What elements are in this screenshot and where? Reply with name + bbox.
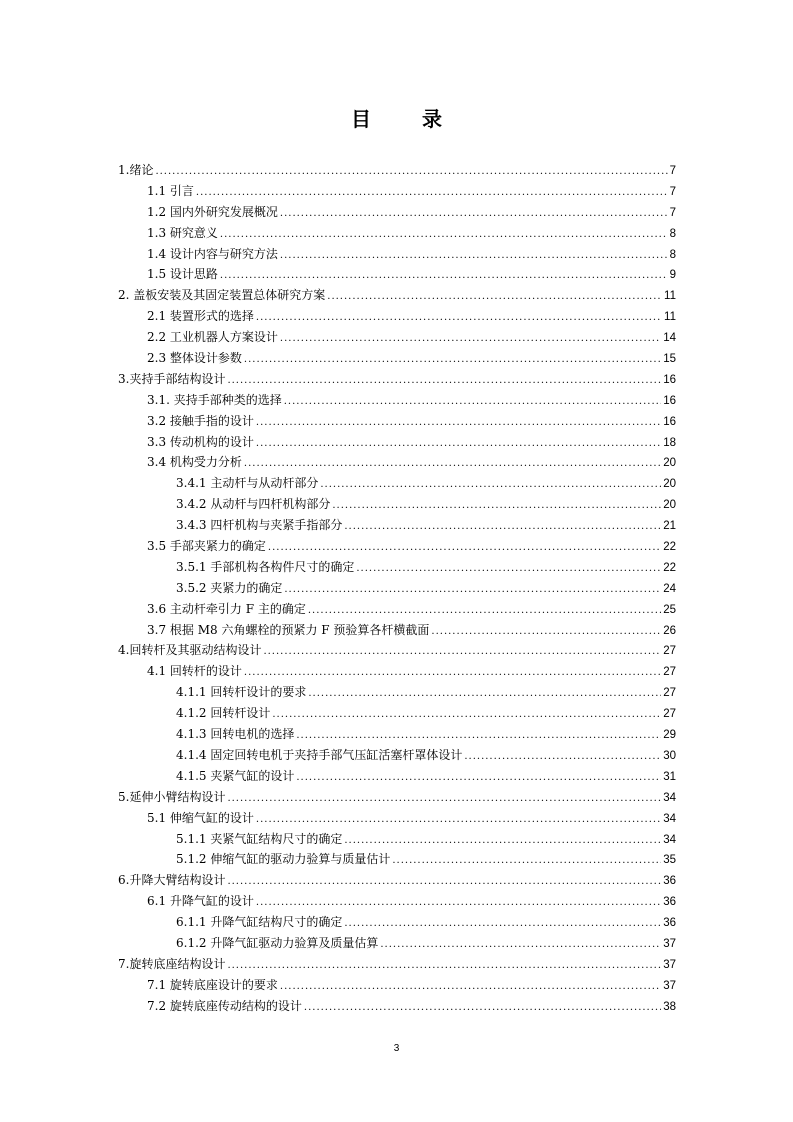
toc-entry-page-number: 37 bbox=[663, 958, 676, 971]
toc-entry[interactable] bbox=[118, 870, 676, 891]
toc-entry[interactable] bbox=[118, 787, 676, 808]
toc-dot-leader bbox=[308, 684, 661, 703]
toc-dot-leader bbox=[256, 413, 661, 432]
toc-entry[interactable] bbox=[118, 327, 676, 348]
toc-entry-page-number: 7 bbox=[669, 185, 676, 198]
toc-entry-page-number: 27 bbox=[663, 645, 676, 658]
toc-entry-page-number: 21 bbox=[663, 520, 676, 533]
toc-entry[interactable] bbox=[118, 348, 676, 369]
toc-entry-page-number: 15 bbox=[663, 353, 676, 366]
toc-dot-leader bbox=[344, 831, 661, 850]
toc-entry[interactable] bbox=[118, 473, 676, 494]
table-of-contents bbox=[118, 160, 676, 1017]
toc-dot-leader bbox=[304, 998, 661, 1017]
toc-entry-page-number: 24 bbox=[663, 582, 676, 595]
toc-entry-title: 6.1 升降气缸的设计 bbox=[147, 894, 254, 909]
toc-entry-title: 1.2 国内外研究发展概况 bbox=[147, 204, 278, 219]
toc-entry[interactable] bbox=[118, 285, 676, 306]
toc-entry[interactable] bbox=[118, 808, 676, 829]
toc-entry[interactable] bbox=[118, 578, 676, 599]
toc-entry[interactable] bbox=[118, 933, 676, 954]
toc-dot-leader bbox=[296, 768, 661, 787]
toc-dot-leader bbox=[256, 308, 662, 327]
toc-entry-title: 3.6 主动杆牵引力 F 主的确定 bbox=[147, 601, 306, 616]
toc-entry-page-number: 25 bbox=[663, 603, 676, 616]
toc-entry[interactable] bbox=[118, 912, 676, 933]
toc-entry-title: 3.夹持手部结构设计 bbox=[118, 371, 226, 386]
toc-entry-page-number: 20 bbox=[663, 457, 676, 470]
toc-dot-leader bbox=[308, 601, 661, 620]
toc-entry-page-number: 22 bbox=[663, 561, 676, 574]
toc-entry-title: 3.1. 夹持手部种类的选择 bbox=[147, 392, 282, 407]
toc-entry-page-number: 11 bbox=[664, 311, 676, 324]
toc-entry-page-number: 31 bbox=[663, 770, 676, 783]
toc-dot-leader bbox=[284, 392, 661, 411]
toc-entry-title: 1.绪论 bbox=[118, 163, 154, 177]
toc-entry[interactable] bbox=[118, 954, 676, 975]
toc-dot-leader bbox=[327, 287, 662, 306]
toc-entry[interactable] bbox=[118, 452, 676, 473]
toc-entry-title: 6.1.1 升降气缸结构尺寸的确定 bbox=[176, 915, 343, 930]
toc-entry-title: 1.1 引言 bbox=[147, 183, 194, 198]
toc-dot-leader bbox=[244, 350, 661, 369]
toc-entry-title: 6.1.2 升降气缸驱动力验算及质量估算 bbox=[176, 935, 379, 950]
toc-entry-title: 3.4.3 四杆机构与夹紧手指部分 bbox=[176, 518, 343, 533]
toc-entry-title: 7.1 旋转底座设计的要求 bbox=[147, 977, 278, 992]
toc-entry-page-number: 27 bbox=[663, 708, 676, 721]
toc-entry-title: 1.3 研究意义 bbox=[147, 225, 218, 240]
toc-entry-title: 1.4 设计内容与研究方法 bbox=[147, 246, 278, 261]
toc-entry-page-number: 27 bbox=[663, 687, 676, 700]
toc-dot-leader bbox=[227, 789, 661, 808]
page-title: 目 录 bbox=[351, 107, 464, 131]
toc-entry-page-number: 20 bbox=[663, 478, 676, 491]
toc-dot-leader bbox=[344, 517, 661, 536]
toc-entry-page-number: 11 bbox=[664, 290, 676, 303]
toc-entry[interactable] bbox=[118, 703, 676, 724]
toc-entry-title: 4.1.3 回转电机的选择 bbox=[176, 727, 295, 742]
toc-dot-leader bbox=[155, 162, 667, 181]
toc-entry-title: 2.1 装置形式的选择 bbox=[147, 309, 254, 324]
toc-entry[interactable] bbox=[118, 745, 676, 766]
toc-dot-leader bbox=[256, 810, 661, 829]
toc-entry-title: 3.5.2 夹紧力的确定 bbox=[176, 580, 283, 595]
toc-entry-page-number: 7 bbox=[669, 206, 676, 219]
toc-dot-leader bbox=[227, 872, 661, 891]
toc-entry-page-number: 30 bbox=[663, 749, 676, 762]
toc-dot-leader bbox=[263, 642, 661, 661]
toc-entry[interactable] bbox=[118, 661, 676, 682]
toc-entry-title: 2. 盖板安装及其固定装置总体研究方案 bbox=[118, 288, 326, 303]
toc-entry-title: 3.4.1 主动杆与从动杆部分 bbox=[176, 476, 319, 491]
toc-entry[interactable] bbox=[118, 181, 676, 202]
toc-entry-page-number: 18 bbox=[663, 436, 676, 449]
toc-dot-leader bbox=[344, 914, 661, 933]
toc-entry-title: 4.1.1 回转杆设计的要求 bbox=[176, 685, 307, 700]
toc-dot-leader bbox=[280, 977, 661, 996]
toc-entry[interactable] bbox=[118, 369, 676, 390]
page-number: 3 bbox=[393, 1043, 400, 1054]
toc-entry-title: 3.7 根据 M8 六角螺栓的预紧力 F 预验算各杆横截面 bbox=[147, 622, 430, 637]
toc-entry[interactable] bbox=[118, 975, 676, 996]
toc-entry-title: 3.5 手部夹紧力的确定 bbox=[147, 539, 266, 554]
toc-dot-leader bbox=[464, 747, 661, 766]
toc-entry-page-number: 8 bbox=[669, 227, 676, 240]
toc-dot-leader bbox=[227, 371, 661, 390]
toc-entry[interactable] bbox=[118, 202, 676, 223]
toc-entry-title: 4.1.4 固定回转电机于夹持手部气压缸活塞杆罩体设计 bbox=[176, 747, 463, 762]
toc-dot-leader bbox=[244, 454, 661, 473]
toc-entry-title: 3.2 接触手指的设计 bbox=[147, 413, 254, 428]
toc-entry[interactable] bbox=[118, 223, 676, 244]
toc-entry-page-number: 8 bbox=[669, 248, 676, 261]
toc-entry-page-number: 16 bbox=[663, 394, 676, 407]
toc-entry-title: 4.1 回转杆的设计 bbox=[147, 664, 242, 679]
toc-entry[interactable] bbox=[118, 306, 676, 327]
toc-dot-leader bbox=[280, 246, 668, 265]
toc-entry-page-number: 16 bbox=[663, 373, 676, 386]
toc-entry-title: 2.3 整体设计参数 bbox=[147, 351, 242, 366]
toc-entry[interactable] bbox=[118, 536, 676, 557]
toc-entry-page-number: 29 bbox=[663, 729, 676, 742]
toc-entry-page-number: 22 bbox=[663, 541, 676, 554]
toc-dot-leader bbox=[380, 935, 661, 954]
toc-entry-page-number: 9 bbox=[669, 269, 676, 282]
toc-entry-title: 5.延伸小臂结构设计 bbox=[118, 789, 226, 804]
toc-entry[interactable] bbox=[118, 724, 676, 745]
toc-entry[interactable] bbox=[118, 849, 676, 870]
toc-entry-title: 7.2 旋转底座传动结构的设计 bbox=[147, 998, 302, 1013]
toc-entry-page-number: 34 bbox=[663, 812, 676, 825]
toc-entry[interactable] bbox=[118, 682, 676, 703]
toc-entry[interactable] bbox=[118, 557, 676, 578]
toc-dot-leader bbox=[256, 893, 661, 912]
toc-entry-page-number: 37 bbox=[663, 979, 676, 992]
toc-entry-page-number: 38 bbox=[663, 1000, 676, 1013]
toc-entry-title: 4.1.5 夹紧气缸的设计 bbox=[176, 768, 295, 783]
toc-entry-page-number: 16 bbox=[663, 415, 676, 428]
toc-entry-page-number: 34 bbox=[663, 791, 676, 804]
toc-dot-leader bbox=[284, 580, 661, 599]
toc-entry-title: 3.4 机构受力分析 bbox=[147, 455, 242, 470]
toc-dot-leader bbox=[227, 956, 661, 975]
toc-entry-page-number: 20 bbox=[663, 499, 676, 512]
toc-entry[interactable] bbox=[118, 160, 676, 181]
toc-entry[interactable] bbox=[118, 494, 676, 515]
toc-dot-leader bbox=[280, 329, 661, 348]
toc-entry-title: 3.3 传动机构的设计 bbox=[147, 434, 254, 449]
toc-entry-title: 5.1.2 伸缩气缸的驱动力验算与质量估计 bbox=[176, 852, 391, 867]
toc-dot-leader bbox=[220, 266, 668, 285]
toc-dot-leader bbox=[268, 538, 661, 557]
toc-entry-title: 5.1 伸缩气缸的设计 bbox=[147, 810, 254, 825]
toc-entry-page-number: 36 bbox=[663, 875, 676, 888]
toc-entry[interactable] bbox=[118, 829, 676, 850]
toc-entry-page-number: 36 bbox=[663, 917, 676, 930]
toc-entry[interactable] bbox=[118, 891, 676, 912]
toc-entry-page-number: 35 bbox=[663, 854, 676, 867]
toc-dot-leader bbox=[220, 225, 668, 244]
toc-entry-title: 4.1.2 回转杆设计 bbox=[176, 706, 271, 721]
toc-entry-title: 1.5 设计思路 bbox=[147, 267, 218, 282]
toc-entry-title: 7.旋转底座结构设计 bbox=[118, 956, 226, 971]
toc-dot-leader bbox=[280, 204, 668, 223]
toc-entry[interactable] bbox=[118, 599, 676, 620]
toc-dot-leader bbox=[356, 559, 661, 578]
toc-entry-page-number: 36 bbox=[663, 896, 676, 909]
toc-entry[interactable] bbox=[118, 766, 676, 787]
toc-entry[interactable] bbox=[118, 244, 676, 265]
toc-dot-leader bbox=[272, 705, 661, 724]
toc-dot-leader bbox=[332, 496, 661, 515]
toc-dot-leader bbox=[196, 183, 668, 202]
toc-entry-page-number: 14 bbox=[663, 332, 676, 345]
toc-entry[interactable] bbox=[118, 411, 676, 432]
toc-dot-leader bbox=[392, 851, 661, 870]
toc-entry[interactable] bbox=[118, 640, 676, 661]
toc-entry-title: 3.4.2 从动杆与四杆机构部分 bbox=[176, 497, 331, 512]
toc-entry-page-number: 37 bbox=[663, 937, 676, 950]
toc-dot-leader bbox=[256, 434, 661, 453]
toc-entry-title: 4.回转杆及其驱动结构设计 bbox=[118, 643, 262, 658]
toc-dot-leader bbox=[320, 475, 661, 494]
toc-entry[interactable] bbox=[118, 432, 676, 453]
toc-entry[interactable] bbox=[118, 620, 676, 641]
toc-entry-title: 3.5.1 手部机构各构件尺寸的确定 bbox=[176, 559, 355, 574]
toc-entry[interactable] bbox=[118, 996, 676, 1017]
toc-entry-page-number: 26 bbox=[663, 624, 676, 637]
toc-dot-leader bbox=[244, 663, 661, 682]
toc-entry-page-number: 27 bbox=[663, 666, 676, 679]
toc-entry[interactable] bbox=[118, 515, 676, 536]
toc-entry[interactable] bbox=[118, 264, 676, 285]
toc-entry-title: 5.1.1 夹紧气缸结构尺寸的确定 bbox=[176, 831, 343, 846]
toc-dot-leader bbox=[296, 726, 661, 745]
toc-dot-leader bbox=[431, 622, 661, 641]
toc-entry-title: 6.升降大臂结构设计 bbox=[118, 873, 226, 888]
toc-entry-page-number: 7 bbox=[669, 165, 676, 177]
toc-entry-title: 2.2 工业机器人方案设计 bbox=[147, 330, 278, 345]
toc-entry-page-number: 34 bbox=[663, 833, 676, 846]
toc-entry[interactable] bbox=[118, 390, 676, 411]
